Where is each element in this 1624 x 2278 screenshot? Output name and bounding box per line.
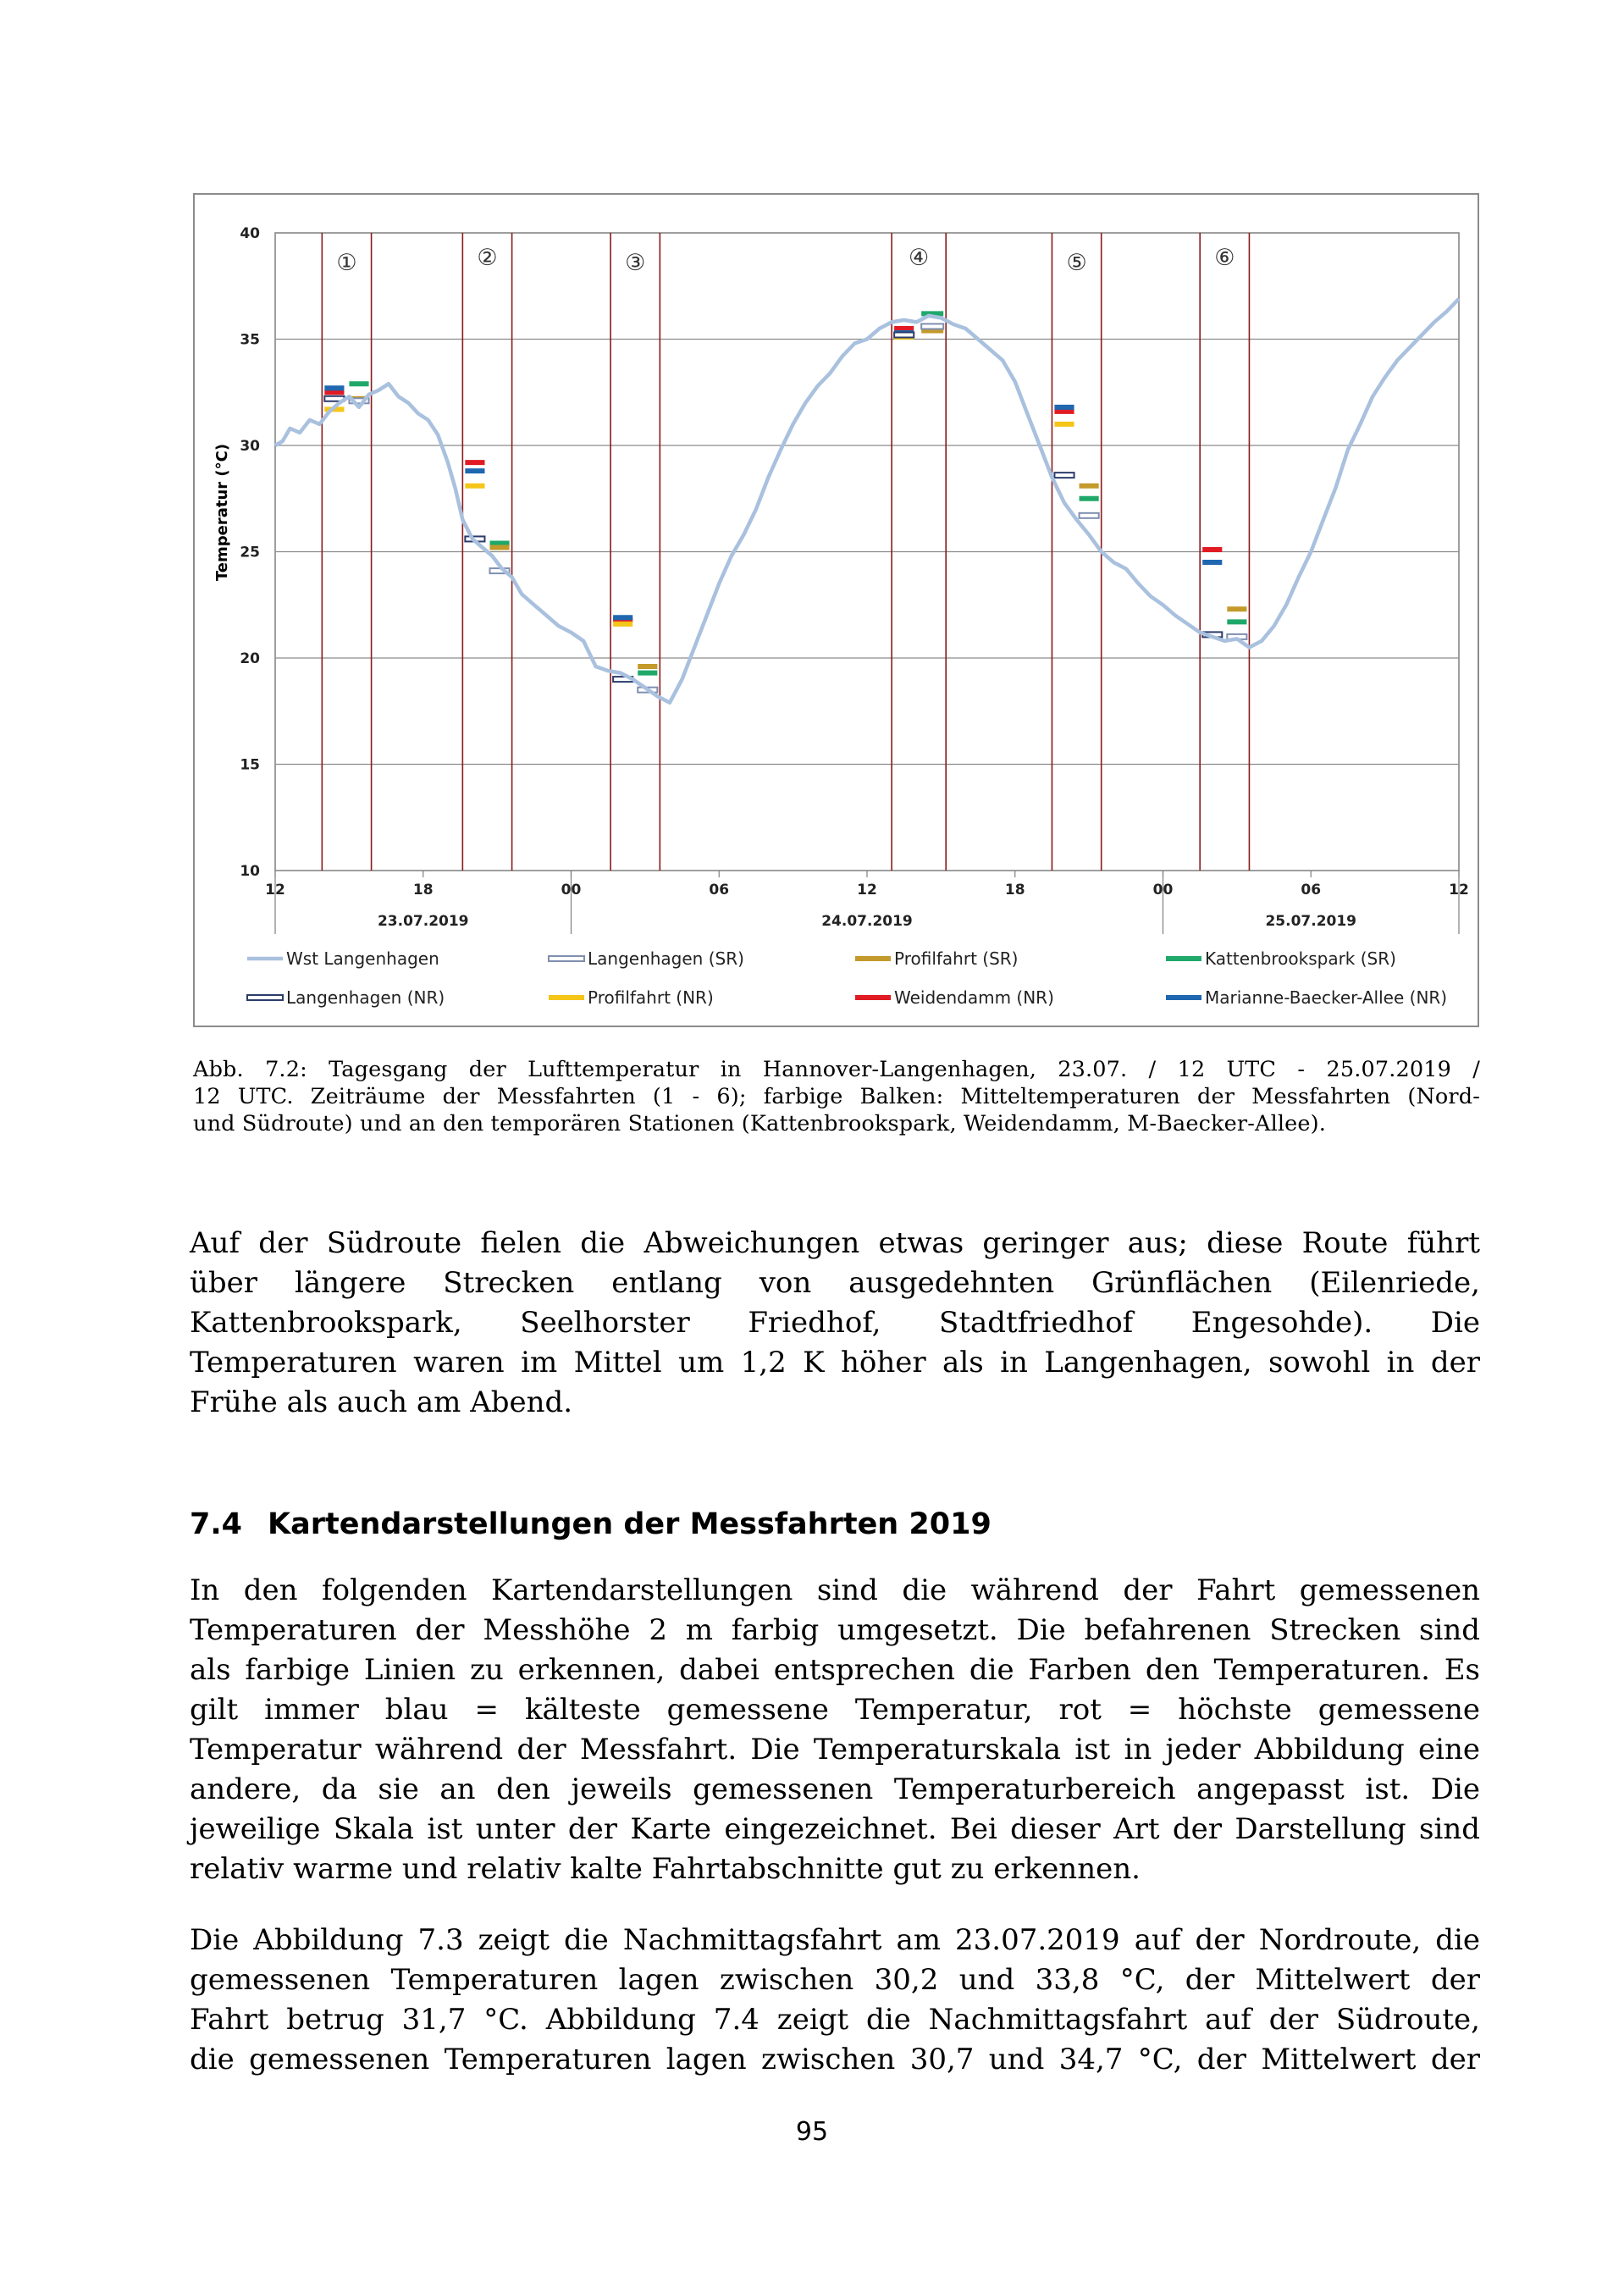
paragraph-line: über längere Strecken entlang von ausgedehnten Grünflächen (Eilenriede, bbox=[190, 1266, 1480, 1300]
section-heading bbox=[190, 1507, 992, 1541]
mean-bar bbox=[921, 323, 943, 329]
paragraph-line: relativ warme und relativ kalte Fahrtabschnitte gut zu erkennen. bbox=[190, 1852, 1141, 1886]
y-tick-label: 25 bbox=[240, 544, 260, 561]
legend-swatch bbox=[549, 956, 584, 961]
x-tick-label: 18 bbox=[412, 882, 434, 898]
date-label: 25.07.2019 bbox=[1265, 913, 1357, 930]
y-tick-label: 35 bbox=[240, 331, 260, 349]
caption-line: 12 UTC. Zeiträume der Messfahrten (1 - 6); farbige Balken: Mitteltemperaturen der Messfahrten (Nord- bbox=[193, 1084, 1480, 1109]
paragraph-line: Die Abbildung 7.3 zeigt die Nachmittagsfahrt am 23.07.2019 auf der Nordroute, die bbox=[190, 1923, 1480, 1957]
mean-bar bbox=[1054, 473, 1074, 478]
paragraph-line: Temperatur während der Messfahrt. Die Temperaturskala ist in jeder Abbildung eine bbox=[190, 1733, 1480, 1767]
paragraph-line: jeweilige Skala ist unter der Karte eingezeichnet. Bei dieser Art der Darstellung sind bbox=[190, 1812, 1480, 1846]
date-label: 24.07.2019 bbox=[821, 913, 913, 930]
paragraph-line: gemessenen Temperaturen lagen zwischen 30,2 und 33,8 °C, der Mittelwert der bbox=[190, 1963, 1480, 1997]
paragraph-line: Temperaturen der Messhöhe 2 m farbig umgesetzt. Die befahrenen Strecken sind bbox=[190, 1613, 1480, 1647]
section-number: 7.4 bbox=[190, 1507, 243, 1541]
y-axis-label: Temperatur (°C) bbox=[213, 443, 231, 582]
period-label: ⑤ bbox=[1066, 250, 1087, 276]
paragraph-suedroute bbox=[190, 1224, 1480, 1423]
mean-bar bbox=[1080, 513, 1099, 518]
paragraph-line: Temperaturen waren im Mittel um 1,2 K höher als in Langenhagen, sowohl in der bbox=[190, 1346, 1480, 1380]
x-tick-label: 00 bbox=[561, 882, 582, 898]
legend-label: Langenhagen (SR) bbox=[588, 948, 744, 969]
paragraph-line: In den folgenden Kartendarstellungen sind die während der Fahrt gemessenen bbox=[190, 1573, 1480, 1607]
paragraph-line: als farbige Linien zu erkennen, dabei entsprechen die Farben den Temperaturen. Es bbox=[190, 1653, 1480, 1687]
section-title: Kartendarstellungen der Messfahrten 2019 bbox=[268, 1507, 992, 1541]
legend-label: Marianne-Baecker-Allee (NR) bbox=[1205, 987, 1448, 1008]
legend-swatch bbox=[247, 995, 283, 1000]
page-number: 95 bbox=[795, 2117, 829, 2147]
period-label: ③ bbox=[625, 250, 646, 276]
period-label: ① bbox=[336, 250, 357, 276]
figure-chart bbox=[193, 193, 1479, 1027]
figure-caption bbox=[193, 1056, 1480, 1137]
y-tick-label: 40 bbox=[240, 225, 260, 242]
x-tick-label: 12 bbox=[857, 882, 877, 898]
y-tick-label: 30 bbox=[240, 438, 260, 455]
period-label: ⑥ bbox=[1214, 245, 1235, 271]
paragraph-kartendarstellungen bbox=[190, 1571, 1480, 1889]
legend-label: Profilfahrt (SR) bbox=[894, 948, 1019, 969]
x-tick-label: 06 bbox=[1301, 882, 1322, 898]
caption-line: Abb. 7.2: Tagesgang der Lufttemperatur in Hannover-Langenhagen, 23.07. / 12 UTC - 25.07.2019 / bbox=[193, 1057, 1480, 1082]
x-tick-label: 00 bbox=[1152, 882, 1174, 898]
y-tick-label: 10 bbox=[240, 863, 260, 880]
x-tick-label: 06 bbox=[709, 882, 730, 898]
paragraph-abbildung-7-3 bbox=[190, 1921, 1480, 2080]
period-label: ④ bbox=[909, 245, 930, 271]
legend-label: Kattenbrookspark (SR) bbox=[1205, 948, 1396, 969]
paragraph-line: Frühe als auch am Abend. bbox=[190, 1385, 573, 1419]
date-label: 23.07.2019 bbox=[377, 913, 469, 930]
paragraph-line: Auf der Südroute fielen die Abweichungen etwas geringer aus; diese Route führt bbox=[190, 1226, 1480, 1260]
temperature-chart bbox=[195, 195, 1481, 1029]
paragraph-line: gilt immer blau = kälteste gemessene Temperatur, rot = höchste gemessene bbox=[190, 1693, 1480, 1727]
y-tick-label: 20 bbox=[240, 650, 260, 667]
mean-bar bbox=[894, 332, 914, 337]
x-tick-label: 18 bbox=[1004, 882, 1025, 898]
paragraph-line: Fahrt betrug 31,7 °C. Abbildung 7.4 zeigt die Nachmittagsfahrt auf der Südroute, bbox=[190, 2003, 1480, 2037]
caption-line: und Südroute) und an den temporären Stationen (Kattenbrookspark, Weidendamm, M-Baecker-Allee). bbox=[193, 1111, 1327, 1136]
legend-label: Wst Langenhagen bbox=[286, 948, 439, 969]
legend-label: Profilfahrt (NR) bbox=[588, 987, 714, 1008]
legend-label: Weidendamm (NR) bbox=[894, 987, 1054, 1008]
x-tick-label: 12 bbox=[1449, 882, 1469, 898]
paragraph-line: die gemessenen Temperaturen lagen zwischen 30,7 und 34,7 °C, der Mittelwert der bbox=[190, 2043, 1480, 2076]
paragraph-line: andere, da sie an den jeweils gemessenen Temperaturbereich angepasst ist. Die bbox=[190, 1772, 1480, 1806]
paragraph-line: Kattenbrookspark, Seelhorster Friedhof, Stadtfriedhof Engesohde). Die bbox=[190, 1306, 1480, 1340]
x-tick-label: 12 bbox=[265, 882, 285, 898]
period-label: ② bbox=[477, 245, 498, 271]
legend-label: Langenhagen (NR) bbox=[286, 987, 445, 1008]
y-tick-label: 15 bbox=[240, 756, 260, 774]
